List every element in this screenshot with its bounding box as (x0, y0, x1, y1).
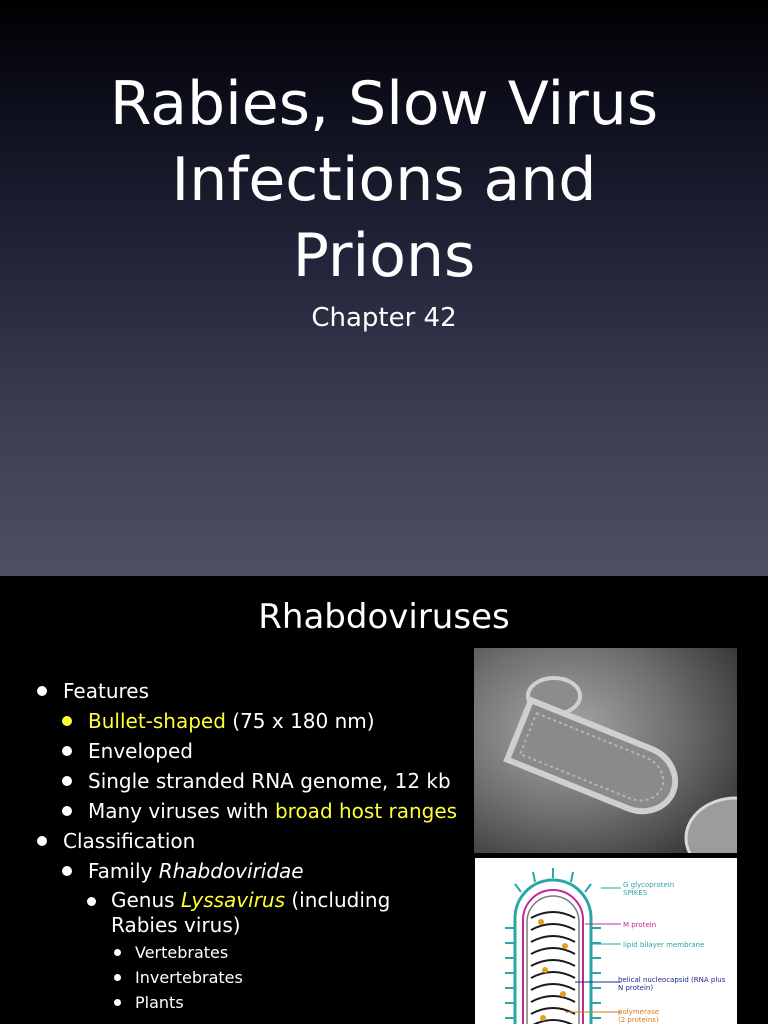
bullet-text: Many viruses with (88, 799, 275, 823)
label-spikes: SPIKES (623, 889, 648, 897)
slide-title (0, 66, 768, 294)
slide-title: Rhabdoviruses (258, 597, 510, 637)
family-name: Rhabdoviridae (158, 859, 304, 883)
bullet-dot (62, 806, 72, 816)
content-slide (0, 576, 768, 1024)
bullet-dot (114, 949, 121, 956)
bullet-dot (62, 866, 72, 876)
bullet-dot (114, 974, 121, 981)
bullet-bullet-shaped (88, 706, 375, 736)
bullet-host-ranges (88, 796, 457, 826)
virion-outline (505, 868, 601, 1024)
bullet-dot (114, 999, 121, 1006)
bullet-text: Family (88, 859, 159, 883)
label-n-protein: N protein) (618, 984, 654, 992)
bullet-invertebrates (135, 965, 243, 990)
bullet-vertebrates (135, 940, 228, 965)
label-lipid-bilayer: lipid bilayer membrane (623, 941, 705, 949)
bullet-genus-continued (111, 913, 241, 938)
bullet-dot (37, 836, 47, 846)
bullet-dot (62, 776, 72, 786)
highlight-text: broad host ranges (274, 799, 458, 823)
slide-subtitle: Chapter 42 (311, 303, 457, 333)
bullet-text: Plants (135, 993, 184, 1012)
title-line-2: Infections and (171, 145, 597, 215)
bullet-text: Genus (111, 888, 181, 912)
bullet-text: (75 x 180 nm) (225, 709, 375, 733)
bullet-enveloped (88, 736, 193, 766)
label-glycoprotein: G glycoprotein (623, 881, 675, 889)
virus-micrograph-image (474, 648, 737, 853)
micrograph-svg (474, 648, 737, 853)
bullet-genus (111, 888, 390, 913)
bullet-text: (including (285, 888, 391, 912)
label-two-proteins: (2 proteins) (618, 1016, 659, 1024)
virus-structure-diagram (475, 858, 737, 1024)
title-line-3: Prions (292, 221, 476, 291)
genus-name: Lyssavirus (180, 888, 286, 912)
bullet-dot (62, 746, 72, 756)
bullet-plants (135, 990, 184, 1015)
bullet-text: Enveloped (88, 739, 193, 763)
bullet-text: Vertebrates (135, 943, 229, 962)
bullet-dot (37, 686, 47, 696)
bullet-dot (62, 716, 72, 726)
label-nucleocapsid: helical nucleocapsid (RNA plus (618, 976, 726, 984)
bullet-features (63, 676, 149, 706)
highlight-text: Bullet-shaped (88, 709, 226, 733)
bullet-text: Features (63, 679, 149, 703)
bullet-text: Rabies virus) (111, 913, 241, 937)
bullet-family (88, 856, 304, 886)
bullet-text: Single stranded RNA genome, 12 kb (88, 769, 451, 793)
title-line-1: Rabies, Slow Virus (109, 69, 659, 139)
bullet-classification (63, 826, 195, 856)
label-m-protein: M protein (623, 921, 657, 929)
label-polymerase: polymerase (618, 1008, 660, 1016)
bullet-text: Classification (63, 829, 196, 853)
bullet-genome (88, 766, 451, 796)
bullet-dot (87, 897, 96, 906)
bullet-text: Invertebrates (135, 968, 243, 987)
diagram-svg (475, 858, 737, 1024)
